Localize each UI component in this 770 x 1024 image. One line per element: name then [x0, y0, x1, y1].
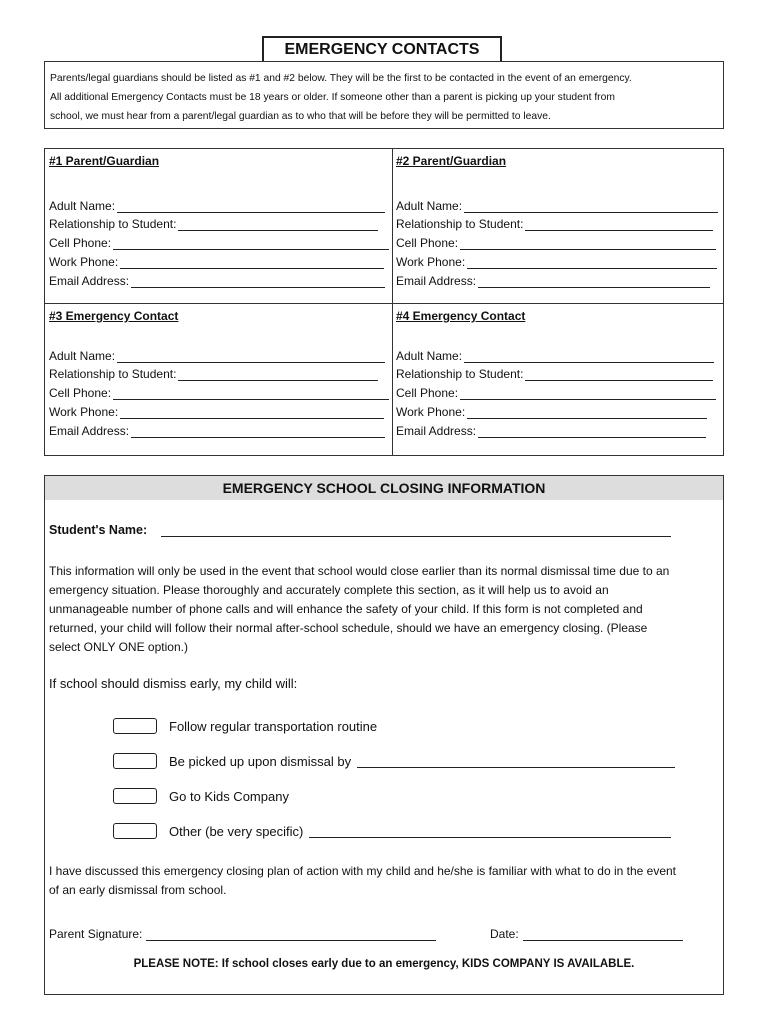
cell-phone-field[interactable] — [49, 232, 389, 250]
option-checkbox[interactable] — [113, 753, 157, 769]
contact-3 — [45, 304, 392, 457]
field-label: Work Phone: — [396, 255, 466, 269]
acknowledgement-line: of an early dismissal from school. — [49, 883, 227, 897]
field-label: Relationship to Student: — [396, 367, 524, 381]
cell-phone-field[interactable] — [396, 382, 716, 400]
field-label: Email Address: — [49, 274, 130, 288]
adult-name-field[interactable] — [396, 195, 718, 213]
date-label: Date: — [490, 927, 519, 941]
contact-2 — [392, 149, 725, 303]
adult-name-field[interactable] — [396, 345, 714, 363]
contact-heading: #2 Parent/Guardian — [396, 154, 507, 168]
field-label: Relationship to Student: — [49, 367, 177, 381]
field-label: Cell Phone: — [396, 386, 459, 400]
option-picked-up[interactable] — [113, 751, 675, 771]
work-phone-field[interactable] — [49, 401, 384, 419]
email-field[interactable] — [49, 420, 385, 438]
contact-heading: #1 Parent/Guardian — [49, 154, 160, 168]
email-field[interactable] — [396, 420, 706, 438]
other-specify-input[interactable] — [309, 824, 671, 838]
instruction-line: emergency situation. Please thoroughly and accurately complete this section, as it will help us to avoid an — [49, 583, 609, 597]
contact-1 — [45, 149, 392, 303]
cell-phone-field[interactable] — [396, 232, 716, 250]
field-label: Work Phone: — [49, 405, 119, 419]
instruction-line: returned, your child will follow their normal after-school schedule, should we have an emergency closing. (Please — [49, 621, 648, 635]
option-checkbox[interactable] — [113, 823, 157, 839]
contact-heading: #4 Emergency Contact — [396, 309, 526, 323]
student-name-input[interactable] — [161, 536, 671, 537]
option-label: Other (be very specific) — [169, 823, 304, 839]
relationship-field[interactable] — [49, 363, 378, 381]
field-label: Work Phone: — [49, 255, 119, 269]
option-other[interactable] — [113, 821, 671, 841]
field-label: Cell Phone: — [396, 236, 459, 250]
field-label: Adult Name: — [396, 349, 463, 363]
field-label: Adult Name: — [49, 349, 116, 363]
adult-name-field[interactable] — [49, 195, 385, 213]
work-phone-field[interactable] — [396, 401, 707, 419]
field-label: Email Address: — [49, 424, 130, 438]
option-transportation[interactable] — [113, 716, 377, 736]
work-phone-field[interactable] — [49, 251, 384, 269]
instruction-line: This information will only be used in the event that school would close earlier than its normal dismissal time due to an — [49, 564, 670, 578]
kids-company-note: PLEASE NOTE: If school closes early due to an emergency, KIDS COMPANY IS AVAILABLE. — [133, 958, 635, 970]
intro-line: school, we must hear from a parent/legal guardian as to who that will be before they will be permitted to leave. — [50, 111, 551, 122]
option-checkbox[interactable] — [113, 718, 157, 734]
closing-instructions — [49, 562, 721, 657]
student-name-label: Student's Name: — [49, 523, 148, 537]
school-closing-section — [44, 475, 724, 995]
section-title: EMERGENCY SCHOOL CLOSING INFORMATION — [45, 476, 723, 500]
work-phone-field[interactable] — [396, 251, 717, 269]
field-label: Email Address: — [396, 274, 477, 288]
option-kids-company[interactable] — [113, 786, 289, 806]
instruction-line: unmanageable number of phone calls and will enhance the safety of your child. If this form is not completed and — [49, 602, 643, 616]
acknowledgement-line: I have discussed this emergency closing plan of action with my child and he/she is familiar with what to do in the event — [49, 864, 676, 878]
parent-signature-field[interactable] — [49, 927, 436, 941]
page-title: EMERGENCY CONTACTS — [262, 36, 502, 61]
acknowledgement — [49, 862, 721, 900]
intro-line: All additional Emergency Contacts must be 18 years or older. If someone other than a parent is picking up your student from — [50, 92, 615, 103]
field-label: Relationship to Student: — [396, 217, 524, 231]
field-label: Email Address: — [396, 424, 477, 438]
relationship-field[interactable] — [396, 363, 713, 381]
contacts-grid — [44, 148, 724, 456]
email-field[interactable] — [396, 270, 710, 288]
field-label: Cell Phone: — [49, 236, 112, 250]
option-label: Go to Kids Company — [169, 788, 289, 804]
option-label: Be picked up upon dismissal by — [169, 753, 352, 769]
option-label: Follow regular transportation routine — [169, 718, 378, 734]
cell-phone-field[interactable] — [49, 382, 389, 400]
signature-label: Parent Signature: — [49, 927, 143, 941]
contact-4 — [392, 304, 725, 457]
picked-up-by-input[interactable] — [357, 754, 675, 768]
field-label: Cell Phone: — [49, 386, 112, 400]
relationship-field[interactable] — [396, 213, 713, 231]
field-label: Relationship to Student: — [49, 217, 177, 231]
field-label: Work Phone: — [396, 405, 466, 419]
email-field[interactable] — [49, 270, 385, 288]
instruction-line: select ONLY ONE option.) — [49, 640, 188, 654]
date-field[interactable] — [490, 927, 683, 941]
adult-name-field[interactable] — [49, 345, 385, 363]
intro-line: Parents/legal guardians should be listed as #1 and #2 below. They will be the first to be contacted in the event of an emergency. — [50, 73, 632, 84]
dismiss-prompt: If school should dismiss early, my child will: — [49, 676, 298, 691]
contact-heading: #3 Emergency Contact — [49, 309, 179, 323]
intro-notice — [44, 61, 724, 129]
field-label: Adult Name: — [396, 199, 463, 213]
relationship-field[interactable] — [49, 213, 378, 231]
field-label: Adult Name: — [49, 199, 116, 213]
option-checkbox[interactable] — [113, 788, 157, 804]
